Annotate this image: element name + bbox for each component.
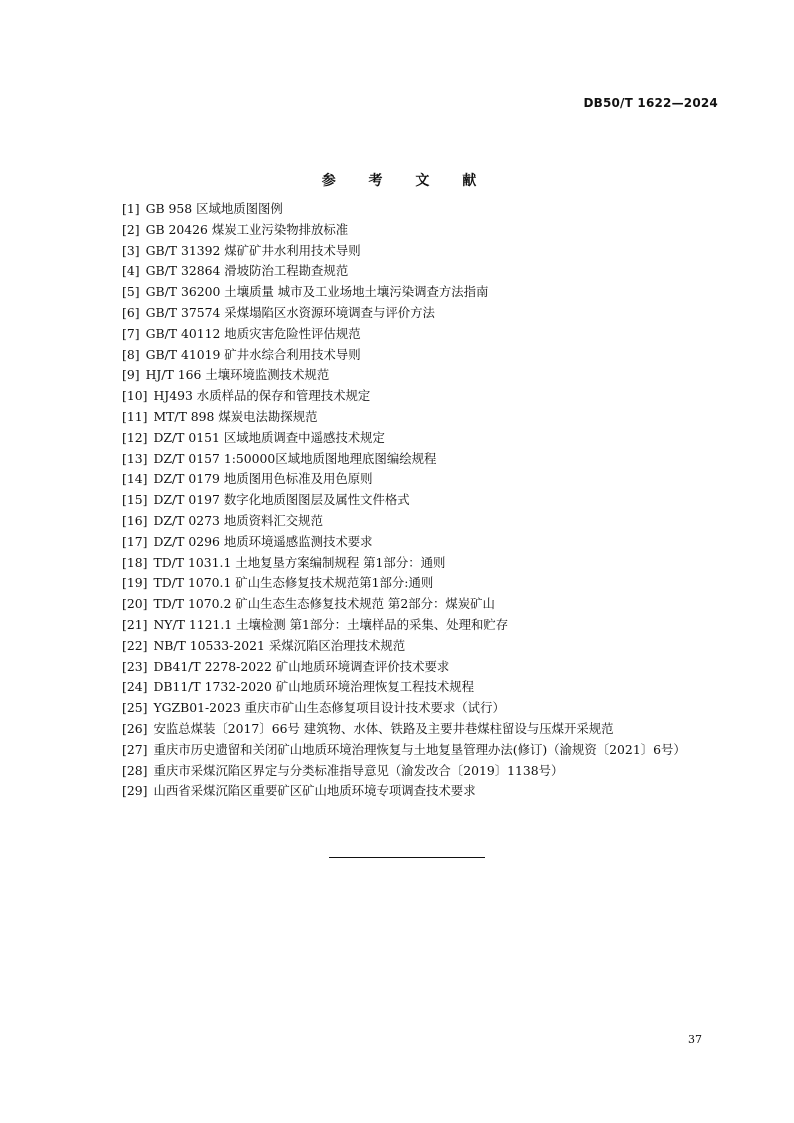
reference-item <box>90 220 715 241</box>
reference-item <box>90 657 715 678</box>
reference-item <box>90 490 715 511</box>
reference-number: [8] <box>122 346 140 362</box>
reference-number: [6] <box>122 304 140 320</box>
page-number: 37 <box>688 1033 702 1046</box>
reference-text: DB41/T 2278-2022 矿山地质环境调查评价技术要求 <box>153 658 450 674</box>
reference-number: [28] <box>122 762 148 778</box>
reference-number: [1] <box>122 201 140 216</box>
reference-item <box>90 594 715 615</box>
reference-text: GB/T 37574 采煤塌陷区水资源环境调查与评价方法 <box>145 304 435 320</box>
reference-item <box>90 324 715 345</box>
reference-number: [3] <box>122 242 140 258</box>
reference-item <box>90 365 715 386</box>
reference-item <box>90 719 715 740</box>
reference-number: [12] <box>122 429 148 445</box>
reference-text: NY/T 1121.1 土壤检测 第1部分：土壤样品的采集、处理和贮存 <box>153 616 509 632</box>
reference-item <box>90 740 715 761</box>
reference-text: NB/T 10533-2021 采煤沉陷区治理技术规范 <box>153 637 406 653</box>
reference-text: HJ/T 166 土壤环境监测技术规范 <box>145 367 330 383</box>
reference-item <box>90 532 715 553</box>
reference-item <box>90 553 715 574</box>
reference-number: [21] <box>122 616 148 632</box>
reference-item <box>90 511 715 532</box>
reference-number: [20] <box>122 596 148 612</box>
reference-item <box>90 407 715 428</box>
reference-number: [4] <box>122 263 140 279</box>
reference-text: YGZB01-2023 重庆市矿山生态修复项目设计技术要求（试行） <box>153 700 505 716</box>
reference-number: [27] <box>122 741 148 757</box>
reference-number: [22] <box>122 637 148 653</box>
page-title: 参 考 文 献 <box>321 173 491 189</box>
reference-number: [16] <box>122 512 148 528</box>
reference-number: [15] <box>122 492 148 508</box>
reference-text: 山西省采煤沉陷区重要矿区矿山地质环境专项调查技术要求 <box>153 783 476 799</box>
reference-item <box>90 573 715 594</box>
reference-text: DZ/T 0157 1:50000区域地质图地理底图编绘规程 <box>153 450 437 466</box>
reference-number: [2] <box>122 221 140 237</box>
reference-number: [24] <box>122 679 148 695</box>
reference-text: GB 20426 煤炭工业污染物排放标准 <box>145 221 349 237</box>
reference-item <box>90 199 715 220</box>
reference-text: DB11/T 1732-2020 矿山地质环境治理恢复工程技术规程 <box>153 679 475 695</box>
reference-text: GB/T 41019 矿井水综合利用技术导则 <box>145 346 361 362</box>
reference-text: DZ/T 0273 地质资料汇交规范 <box>153 512 323 528</box>
reference-text: TD/T 1070.2 矿山生态生态修复技术规范 第2部分：煤炭矿山 <box>153 596 495 612</box>
reference-text: GB/T 32864 滑坡防治工程勘查规范 <box>145 263 349 279</box>
reference-number: [23] <box>122 658 148 674</box>
reference-item <box>90 241 715 262</box>
reference-item <box>90 303 715 324</box>
reference-number: [5] <box>122 284 140 300</box>
reference-item <box>90 469 715 490</box>
reference-item <box>90 761 715 782</box>
reference-item <box>90 449 715 470</box>
reference-text: MT/T 898 煤炭电法勘探规范 <box>153 408 318 424</box>
reference-item <box>90 282 715 303</box>
reference-text: DZ/T 0296 地质环境遥感监测技术要求 <box>153 533 373 549</box>
reference-text: GB/T 36200 土壤质量 城市及工业场地土壤污染调查方法指南 <box>145 284 489 300</box>
reference-item <box>90 636 715 657</box>
reference-number: [18] <box>122 554 148 570</box>
reference-item <box>90 261 715 282</box>
reference-number: [29] <box>122 783 148 799</box>
reference-text: GB/T 40112 地质灾害危险性评估规范 <box>145 325 361 341</box>
reference-text: 重庆市历史遗留和关闭矿山地质环境治理恢复与土地复垦管理办法(修订)（渝规资〔2021〕6号） <box>153 741 686 757</box>
reference-number: [26] <box>122 720 148 736</box>
reference-item <box>90 698 715 719</box>
reference-text: 重庆市采煤沉陷区界定与分类标准指导意见（渝发改合〔2019〕1138号） <box>153 762 564 778</box>
end-divider-line <box>329 857 485 858</box>
reference-text: DZ/T 0197 数字化地质图图层及属性文件格式 <box>153 492 410 508</box>
reference-number: [9] <box>122 367 140 383</box>
reference-text: GB 958 区域地质图图例 <box>145 201 283 216</box>
reference-list <box>90 199 715 802</box>
reference-number: [19] <box>122 575 148 591</box>
reference-text: HJ493 水质样品的保存和管理技术规定 <box>153 388 371 404</box>
reference-item <box>90 428 715 449</box>
reference-number: [14] <box>122 471 148 487</box>
reference-text: TD/T 1070.1 矿山生态修复技术规范第1部分:通则 <box>153 575 434 591</box>
reference-text: TD/T 1031.1 土地复垦方案编制规程 第1部分：通则 <box>153 554 446 570</box>
reference-item <box>90 677 715 698</box>
reference-item <box>90 781 715 802</box>
reference-text: GB/T 31392 煤矿矿井水利用技术导则 <box>145 242 361 258</box>
reference-number: [11] <box>122 408 148 424</box>
reference-number: [13] <box>122 450 148 466</box>
reference-number: [7] <box>122 325 140 341</box>
reference-text: 安监总煤装〔2017〕66号 建筑物、水体、铁路及主要井巷煤柱留设与压煤开采规范 <box>153 720 614 736</box>
reference-number: [10] <box>122 388 148 404</box>
reference-item <box>90 386 715 407</box>
reference-item <box>90 615 715 636</box>
reference-number: [25] <box>122 700 148 716</box>
reference-number: [17] <box>122 533 148 549</box>
document-code: DB50/T 1622—2024 <box>583 96 718 110</box>
reference-text: DZ/T 0179 地质图用色标准及用色原则 <box>153 471 373 487</box>
reference-text: DZ/T 0151 区域地质调查中遥感技术规定 <box>153 429 385 445</box>
reference-item <box>90 345 715 366</box>
